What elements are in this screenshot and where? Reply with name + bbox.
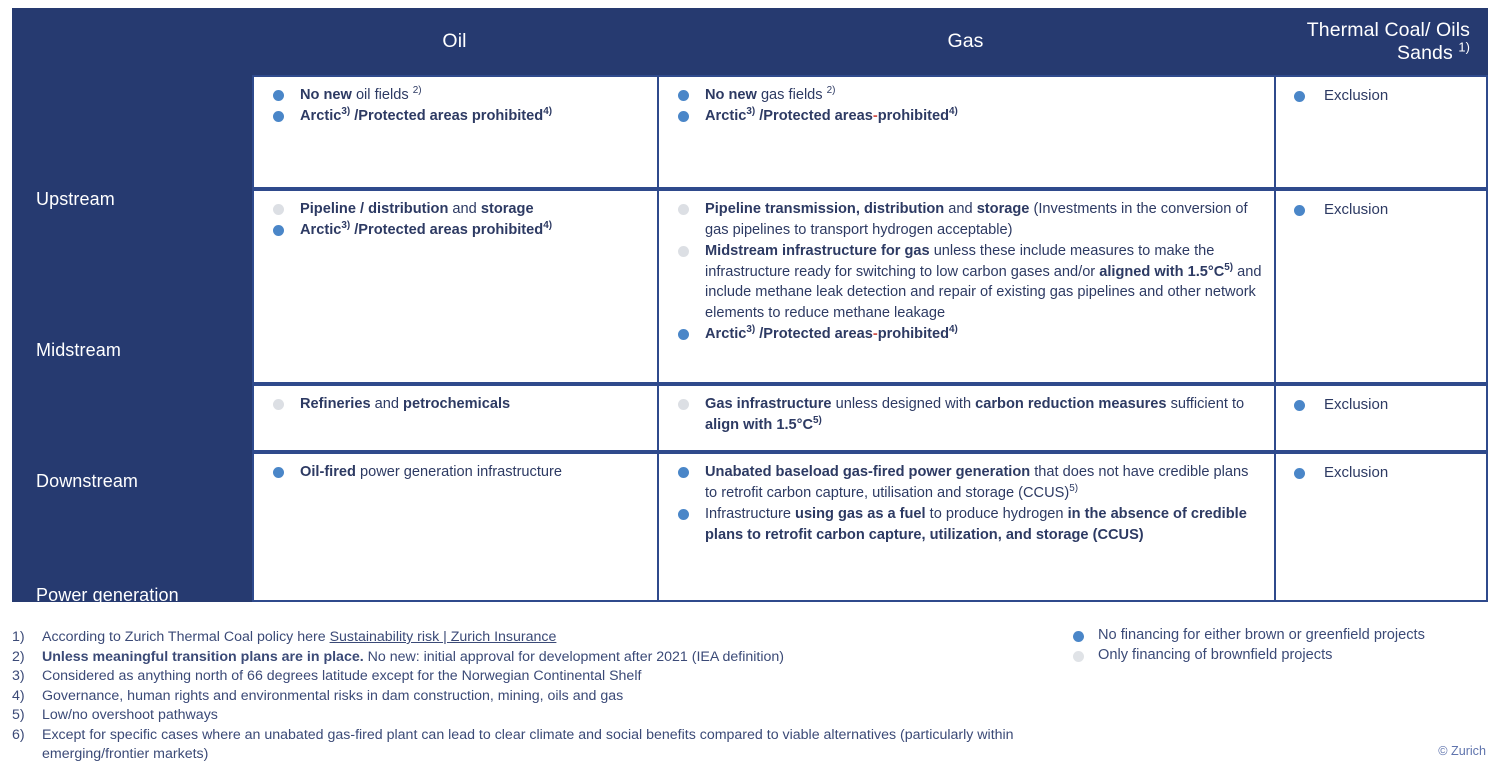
bullet-item	[268, 394, 647, 415]
footnote-number: 2)	[12, 648, 25, 665]
bullet-item	[673, 462, 1264, 504]
cell-downstream-gas	[659, 386, 1274, 450]
bullet-blue-icon	[1294, 91, 1305, 102]
footnote-item	[12, 667, 1022, 687]
footnote-number: 3)	[12, 668, 25, 684]
bullet-item	[673, 241, 1264, 324]
bullet-item	[673, 85, 1264, 106]
bullet-blue-icon	[678, 329, 689, 340]
bullet-blue-icon	[1294, 205, 1305, 216]
bullet-text: No new oil fields $^{2)}$	[300, 85, 422, 103]
bullet-blue-icon	[678, 111, 689, 122]
footnote-item	[12, 628, 1022, 648]
bullet-text: Infrastructure using gas as a fuel to produce hydrogen in the absence of credible plans to retrofit carbon capture, utilization, and storage (CCUS)	[705, 505, 1247, 543]
bullet-grey-icon	[273, 204, 284, 215]
cell-midstream-coal	[1276, 191, 1486, 382]
column-header-gas-label: Gas	[947, 30, 984, 52]
legend-bullet-blue-icon	[1073, 631, 1084, 642]
bullet-list	[268, 199, 647, 241]
bullet-text: Arctic$^{3)}$ /Protected areas prohibited$^{4)}$	[300, 220, 553, 238]
bullet-text: Exclusion	[1324, 87, 1389, 104]
bullet-text: Exclusion	[1324, 396, 1389, 413]
column-header-coal-footnote-ref: 1)	[1458, 39, 1470, 54]
cell-power-oil	[254, 454, 657, 600]
bullet-item	[673, 199, 1264, 241]
bullet-list	[1290, 394, 1476, 415]
cell-upstream-oil	[254, 77, 657, 187]
bullet-text: Refineries and petrochemicals	[300, 396, 511, 412]
bullet-blue-icon	[678, 467, 689, 478]
footnote-item	[12, 687, 1022, 707]
cell-midstream-oil	[254, 191, 657, 382]
bullet-item	[1290, 394, 1476, 415]
cell-upstream-gas	[659, 77, 1274, 187]
bullet-text: Pipeline / distribution and storage	[300, 201, 534, 217]
bullet-item	[268, 85, 647, 106]
footnote-number: 4)	[12, 687, 25, 704]
bullet-text: Unabated baseload gas-fired power generation that does not have credible plans to retrofit carbon capture, utilisation and storage (CCUS)$^{5)}$	[705, 464, 1249, 501]
bullet-list	[1290, 85, 1476, 106]
bullet-text: Arctic$^{3)}$ /Protected areas prohibited$^{4)}$	[300, 106, 553, 124]
bullet-list	[1290, 199, 1476, 220]
bullet-blue-icon	[1294, 468, 1305, 479]
bullet-list	[673, 394, 1264, 436]
bullet-blue-icon	[273, 90, 284, 101]
bullet-blue-icon	[1294, 400, 1305, 411]
legend-item	[1070, 626, 1425, 646]
bullet-grey-icon	[678, 204, 689, 215]
bullet-grey-icon	[678, 399, 689, 410]
bullet-item	[673, 394, 1264, 436]
cell-divider-right	[1486, 191, 1488, 382]
bullet-blue-icon	[678, 509, 689, 520]
bullet-item	[268, 220, 647, 241]
bullet-list	[268, 462, 647, 483]
policy-matrix-table	[12, 8, 1488, 605]
footnotes-list	[12, 628, 1022, 765]
bullet-item	[1290, 199, 1476, 220]
bullet-item	[673, 324, 1264, 345]
bullet-text: Arctic$^{3)}$ /Protected areas-prohibited$^{4)}$	[705, 324, 958, 343]
row-label-midstream: Midstream	[36, 340, 121, 360]
bullet-text: Midstream infrastructure for gas unless these include measures to make the infrastructure ready for switching to low carbon gases and/or aligned with $1.5^\circ C^{5)}$ and include methane leak detection and repair of existing gas pipelines and other network elements to reduce methane leakage	[705, 242, 1262, 322]
column-header-gas	[657, 8, 1274, 75]
footnote-text: Considered as anything north of 66 degrees latitude except for the Norwegian Continental Shelf	[42, 668, 642, 684]
bullet-list	[673, 85, 1264, 127]
bullet-item	[1290, 462, 1476, 483]
bullet-item	[268, 106, 647, 127]
legend-label: Only financing of brownfield projects	[1098, 646, 1333, 663]
copyright-notice: © Zurich	[1438, 744, 1486, 758]
cell-downstream-coal	[1276, 386, 1486, 450]
bullet-item	[268, 199, 647, 220]
legend-label: No financing for either brown or greenfield projects	[1098, 627, 1425, 643]
footnote-text: Except for specific cases where an unabated gas-fired plant can lead to clear climate and social benefits compared to viable alternatives (particularly within emerging/frontier markets)	[42, 726, 1014, 762]
bullet-text: Exclusion	[1324, 464, 1389, 481]
table-row	[252, 452, 1488, 602]
cell-divider-right	[1486, 77, 1488, 187]
cell-midstream-gas	[659, 191, 1274, 382]
footnote-text: Unless meaningful transition plans are in place. No new: initial approval for development after 2021 (IEA definition)	[42, 648, 785, 665]
legend-bullet-grey-icon	[1073, 651, 1084, 662]
legend	[1070, 626, 1425, 665]
footnote-text: Governance, human rights and environmental risks in dam construction, mining, oils and gas	[42, 687, 624, 704]
bullet-item	[673, 106, 1264, 127]
table-row	[252, 75, 1488, 189]
matrix-content-region	[252, 75, 1488, 602]
row-label-upstream: Upstream	[36, 189, 115, 209]
footnote-number: 6)	[12, 726, 25, 743]
footnote-item	[12, 706, 1022, 726]
bullet-blue-icon	[273, 225, 284, 236]
table-row	[252, 189, 1488, 384]
bullet-blue-icon	[678, 90, 689, 101]
cell-power-coal	[1276, 454, 1486, 600]
legend-item	[1070, 646, 1425, 666]
row-label-downstream: Downstream	[36, 471, 139, 491]
cell-downstream-oil	[254, 386, 657, 450]
bullet-text: Arctic$^{3)}$ /Protected areas-prohibited$^{4)}$	[705, 106, 958, 124]
column-header-thermal-coal	[1274, 8, 1488, 75]
footnote-text: Low/no overshoot pathways	[42, 707, 218, 723]
bullet-item	[268, 462, 647, 483]
bullet-list	[673, 199, 1264, 345]
bullet-list	[673, 462, 1264, 545]
bullet-blue-icon	[273, 467, 284, 478]
column-header-coal-line1: Thermal Coal/ Oils	[1306, 18, 1470, 41]
cell-divider-right	[1486, 454, 1488, 600]
bullet-text: Pipeline transmission, distribution and storage (Investments in the conversion of gas pipelines to transport hydrogen acceptable)	[705, 201, 1248, 238]
cell-divider-right	[1486, 386, 1488, 450]
footnote-number: 5)	[12, 707, 25, 723]
footnote-item	[12, 648, 1022, 668]
row-label-power-generation: Power generation	[36, 585, 179, 605]
table-row	[252, 384, 1488, 452]
bullet-item	[673, 504, 1264, 546]
bullet-text: Gas infrastructure unless designed with carbon reduction measures sufficient to align with $1.5^\circ C^{5)}$	[705, 396, 1245, 433]
bullet-list	[268, 85, 647, 127]
cell-power-gas	[659, 454, 1274, 600]
bullet-text: Oil-fired power generation infrastructure	[300, 464, 562, 480]
bullet-list	[1290, 462, 1476, 483]
footnote-item	[12, 726, 1022, 765]
bullet-list	[268, 394, 647, 415]
bullet-text: Exclusion	[1324, 201, 1389, 218]
cell-upstream-coal	[1276, 77, 1486, 187]
bullet-blue-icon	[273, 111, 284, 122]
bullet-text: No new gas fields $^{2)}$	[705, 85, 836, 103]
footnote-text: According to Zurich Thermal Coal policy here Sustainability risk | Zurich Insurance	[42, 629, 557, 645]
footnote-number: 1)	[12, 629, 25, 645]
sustainability-risk-link[interactable]: Sustainability risk | Zurich Insurance	[329, 629, 557, 645]
column-header-oil	[252, 8, 657, 75]
column-header-coal-line2: Sands	[1397, 41, 1453, 64]
bullet-item	[1290, 85, 1476, 106]
bullet-grey-icon	[678, 246, 689, 257]
column-header-oil-label: Oil	[442, 30, 467, 52]
bullet-grey-icon	[273, 399, 284, 410]
